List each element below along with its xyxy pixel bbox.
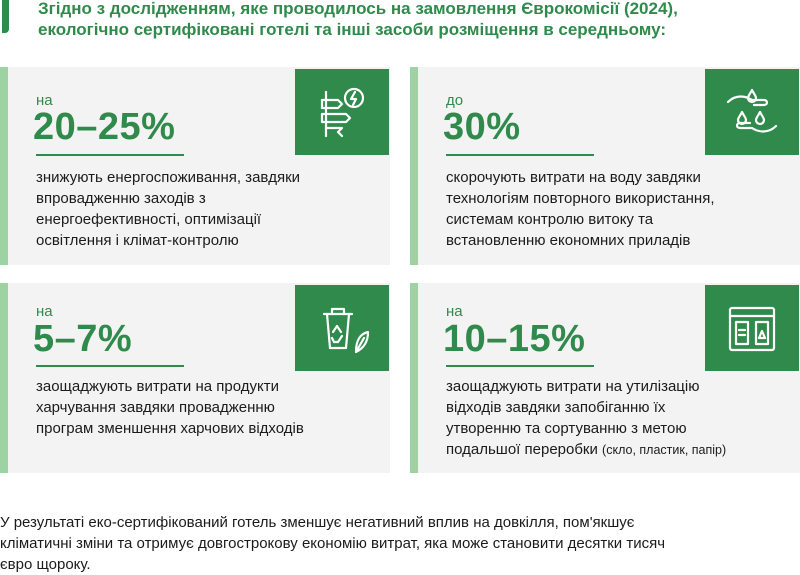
card-stripe (0, 283, 8, 473)
stat-description (446, 376, 726, 461)
stat-value: 30% (443, 106, 521, 148)
stat-divider (36, 154, 184, 156)
stat-description (36, 376, 304, 439)
desc-line: технологіям повторного використання, (446, 190, 715, 207)
desc-line: відходів завдяки запобіганню їх (446, 399, 666, 416)
desc-line: заощаджують витрати на утилізацію (446, 378, 700, 395)
card-stripe (410, 283, 418, 473)
card-stripe (410, 67, 418, 265)
stat-card-food (0, 283, 390, 473)
stat-card-water (410, 67, 800, 265)
desc-line: встановленню економних приладів (446, 232, 691, 249)
title-line-2: екологічно сертифіковані готелі та інші засоби розміщення в середньому: (38, 20, 667, 39)
page-title (38, 0, 798, 40)
desc-line (446, 439, 726, 461)
stat-divider (446, 365, 594, 367)
stat-description (36, 167, 300, 251)
desc-line: системам контролю витоку та (446, 211, 654, 228)
stat-value: 10–15% (443, 318, 586, 360)
stat-card-energy (0, 67, 390, 265)
summary-line-2: кліматичні зміни та отримує довгострокову економію витрат, яка може становити десятки тисяч (0, 535, 666, 552)
desc-line: освітлення і клімат-контролю (36, 232, 239, 249)
header-accent-bar (2, 0, 9, 33)
recycle-bin-icon (295, 285, 389, 371)
desc-line: утворенню та сортуванню з метою (446, 420, 687, 437)
stat-value: 20–25% (33, 106, 176, 148)
signpost-energy-icon (295, 69, 389, 155)
water-hands-icon (705, 69, 799, 155)
desc-line: харчування завдяки провадженню (36, 399, 275, 416)
desc-line: знижують енергоспоживання, завдяки (36, 169, 301, 186)
desc-line: енергоефективності, оптимізації (36, 211, 262, 228)
desc-line: програм зменшення харчових відходів (36, 420, 304, 437)
stat-prefix: на (36, 303, 53, 320)
title-line-1: Згідно з дослідженням, яке проводилось на замовлення Єврокомісії (2024), (38, 0, 678, 18)
desc-line: заощаджують витрати на продукти (36, 378, 279, 395)
desc-note: (скло, пластик, папір) (602, 443, 727, 457)
desc-line-main: подальшої переробки (446, 441, 598, 458)
stat-description (446, 167, 715, 251)
stat-divider (36, 365, 184, 367)
desc-line: скорочують витрати на воду завдяки (446, 169, 701, 186)
summary-text (0, 512, 800, 575)
desc-line: впровадженню заходів з (36, 190, 206, 207)
stat-card-waste (410, 283, 800, 473)
stat-divider (446, 154, 594, 156)
sorting-bins-icon (705, 285, 799, 371)
stat-prefix: на (446, 303, 463, 320)
stat-prefix: на (36, 92, 53, 109)
summary-line-3: євро щороку. (0, 556, 91, 573)
stat-prefix: до (446, 92, 464, 109)
summary-line-1: У результаті еко-сертифікований готель зменшує негативний вплив на довкілля, пом'якшує (0, 514, 635, 531)
stat-value: 5–7% (33, 318, 133, 360)
card-stripe (0, 67, 8, 265)
